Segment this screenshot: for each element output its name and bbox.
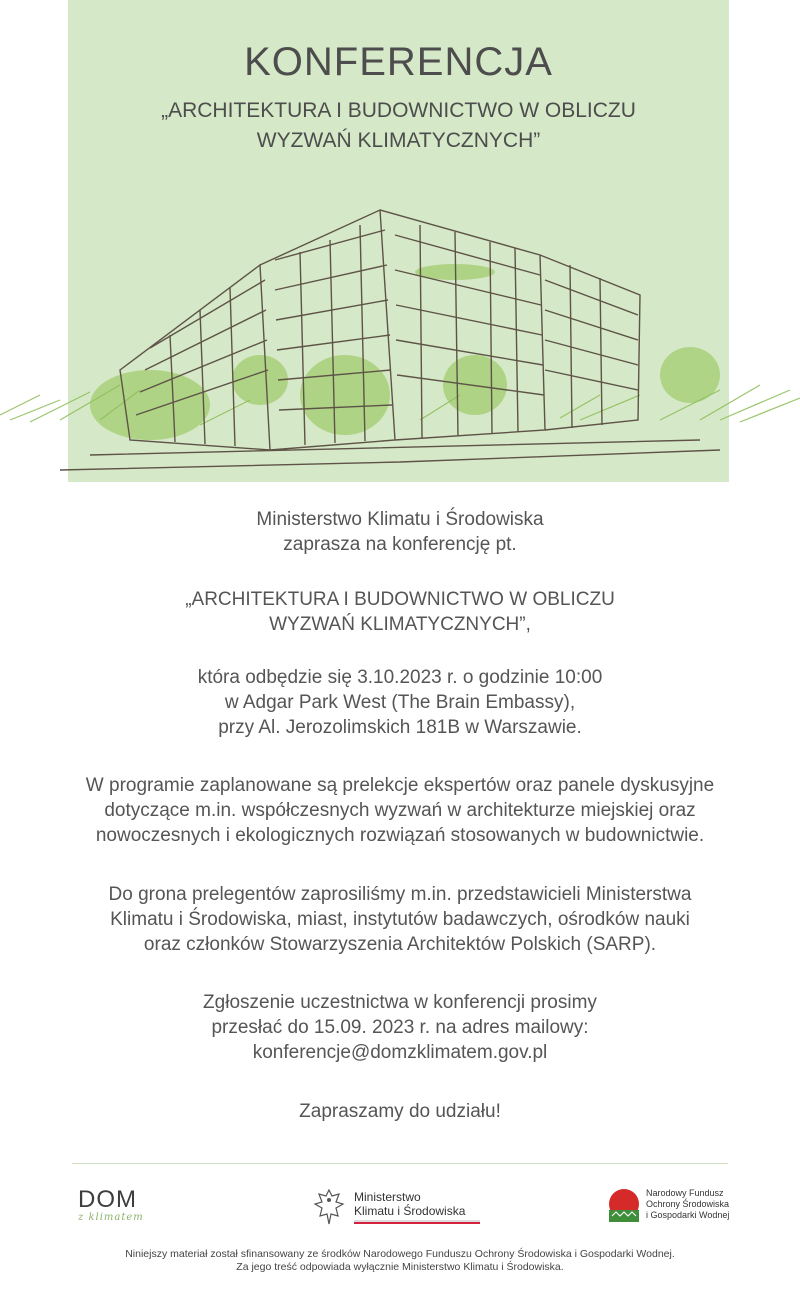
hero-subtitle [68,96,729,156]
title-repeat-line1: „ARCHITEKTURA I BUDOWNICTWO W OBLICZU [185,589,615,610]
hero-subtitle-line2: WYZWAŃ KLIMATYCZNYCH” [256,129,541,152]
ministry-logo-line1: Ministerstwo [354,1190,421,1204]
title-repeat-block [0,587,800,637]
hero-subtitle-line1: „ARCHITEKTURA I BUDOWNICTWO W OBLICZU [161,99,636,122]
divider [72,1163,728,1164]
details-line1: która odbędzie się 3.10.2023 r. o godzinie 10:00 [197,667,603,688]
ministry-logo-line2: Klimatu i Środowiska [354,1204,466,1218]
ministry-logo [312,1186,482,1232]
intro-line2: zaprasza na konferencję pt. [283,534,517,555]
building-sketch-illustration [0,170,800,490]
closing-text: Zapraszamy do udziału! [299,1101,501,1122]
ministry-logo-text [354,1190,465,1218]
dom-z-klimatem-logo [78,1186,168,1234]
registration-block [0,990,800,1065]
speakers-block [0,882,800,957]
footer-line1: Niniejszy materiał został sfinansowany ze środków Narodowego Funduszu Ochrony Środowiska i Gospodarki Wodnej. [125,1248,675,1260]
dom-logo-tagline: z klimatem [78,1212,144,1223]
details-line3: przy Al. Jerozolimskich 181B w Warszawie. [218,717,582,738]
nfosigw-logo-text [646,1188,729,1221]
dom-logo-text: DOM [78,1186,137,1213]
registration-line1: Zgłoszenie uczestnictwa w konferencji prosimy [203,992,597,1013]
details-line2: w Adgar Park West (The Brain Embassy), [224,692,576,713]
details-block [0,665,800,740]
polish-flag-stripe [354,1220,480,1224]
title-repeat-line2: WYZWAŃ KLIMATYCZNYCH”, [269,614,531,635]
speakers-line3: oraz członków Stowarzyszenia Architektów Polskich (SARP). [143,934,657,955]
program-block [0,773,800,848]
footer-line2: Za jego treść odpowiada wyłącznie Ministerstwo Klimatu i Środowiska. [236,1261,564,1273]
nfosigw-logo-icon [606,1186,642,1226]
speakers-line1: Do grona prelegentów zaprosiliśmy m.in. przedstawicieli Ministerstwa [108,884,692,905]
nfosigw-line2: Ochrony Środowiska [646,1199,730,1209]
intro-line1: Ministerstwo Klimatu i Środowiska [256,509,544,530]
footer-disclaimer [0,1248,800,1274]
intro-block [0,507,800,557]
registration-email-link[interactable]: konferencje@domzklimatem.gov.pl [252,1042,548,1063]
speakers-line2: Klimatu i Środowiska, miast, instytutów badawczych, ośrodków nauki [110,909,690,930]
nfosigw-line3: i Gospodarki Wodnej [646,1210,730,1220]
registration-line2: przesłać do 15.09. 2023 r. na adres mailowy: [211,1017,589,1038]
nfosigw-logo [606,1186,736,1230]
program-line3: nowoczesnych i ekologicznych rozwiązań stosowanych w budownictwie. [95,825,705,846]
eagle-emblem-icon [312,1186,346,1230]
program-line2: dotyczące m.in. współczesnych wyzwań w architekturze miejskiej oraz [104,800,696,821]
program-line1: W programie zaplanowane są prelekcje ekspertów oraz panele dyskusyjne [85,775,715,796]
nfosigw-line1: Narodowy Fundusz [646,1188,724,1198]
hero-title: KONFERENCJA [244,40,553,84]
